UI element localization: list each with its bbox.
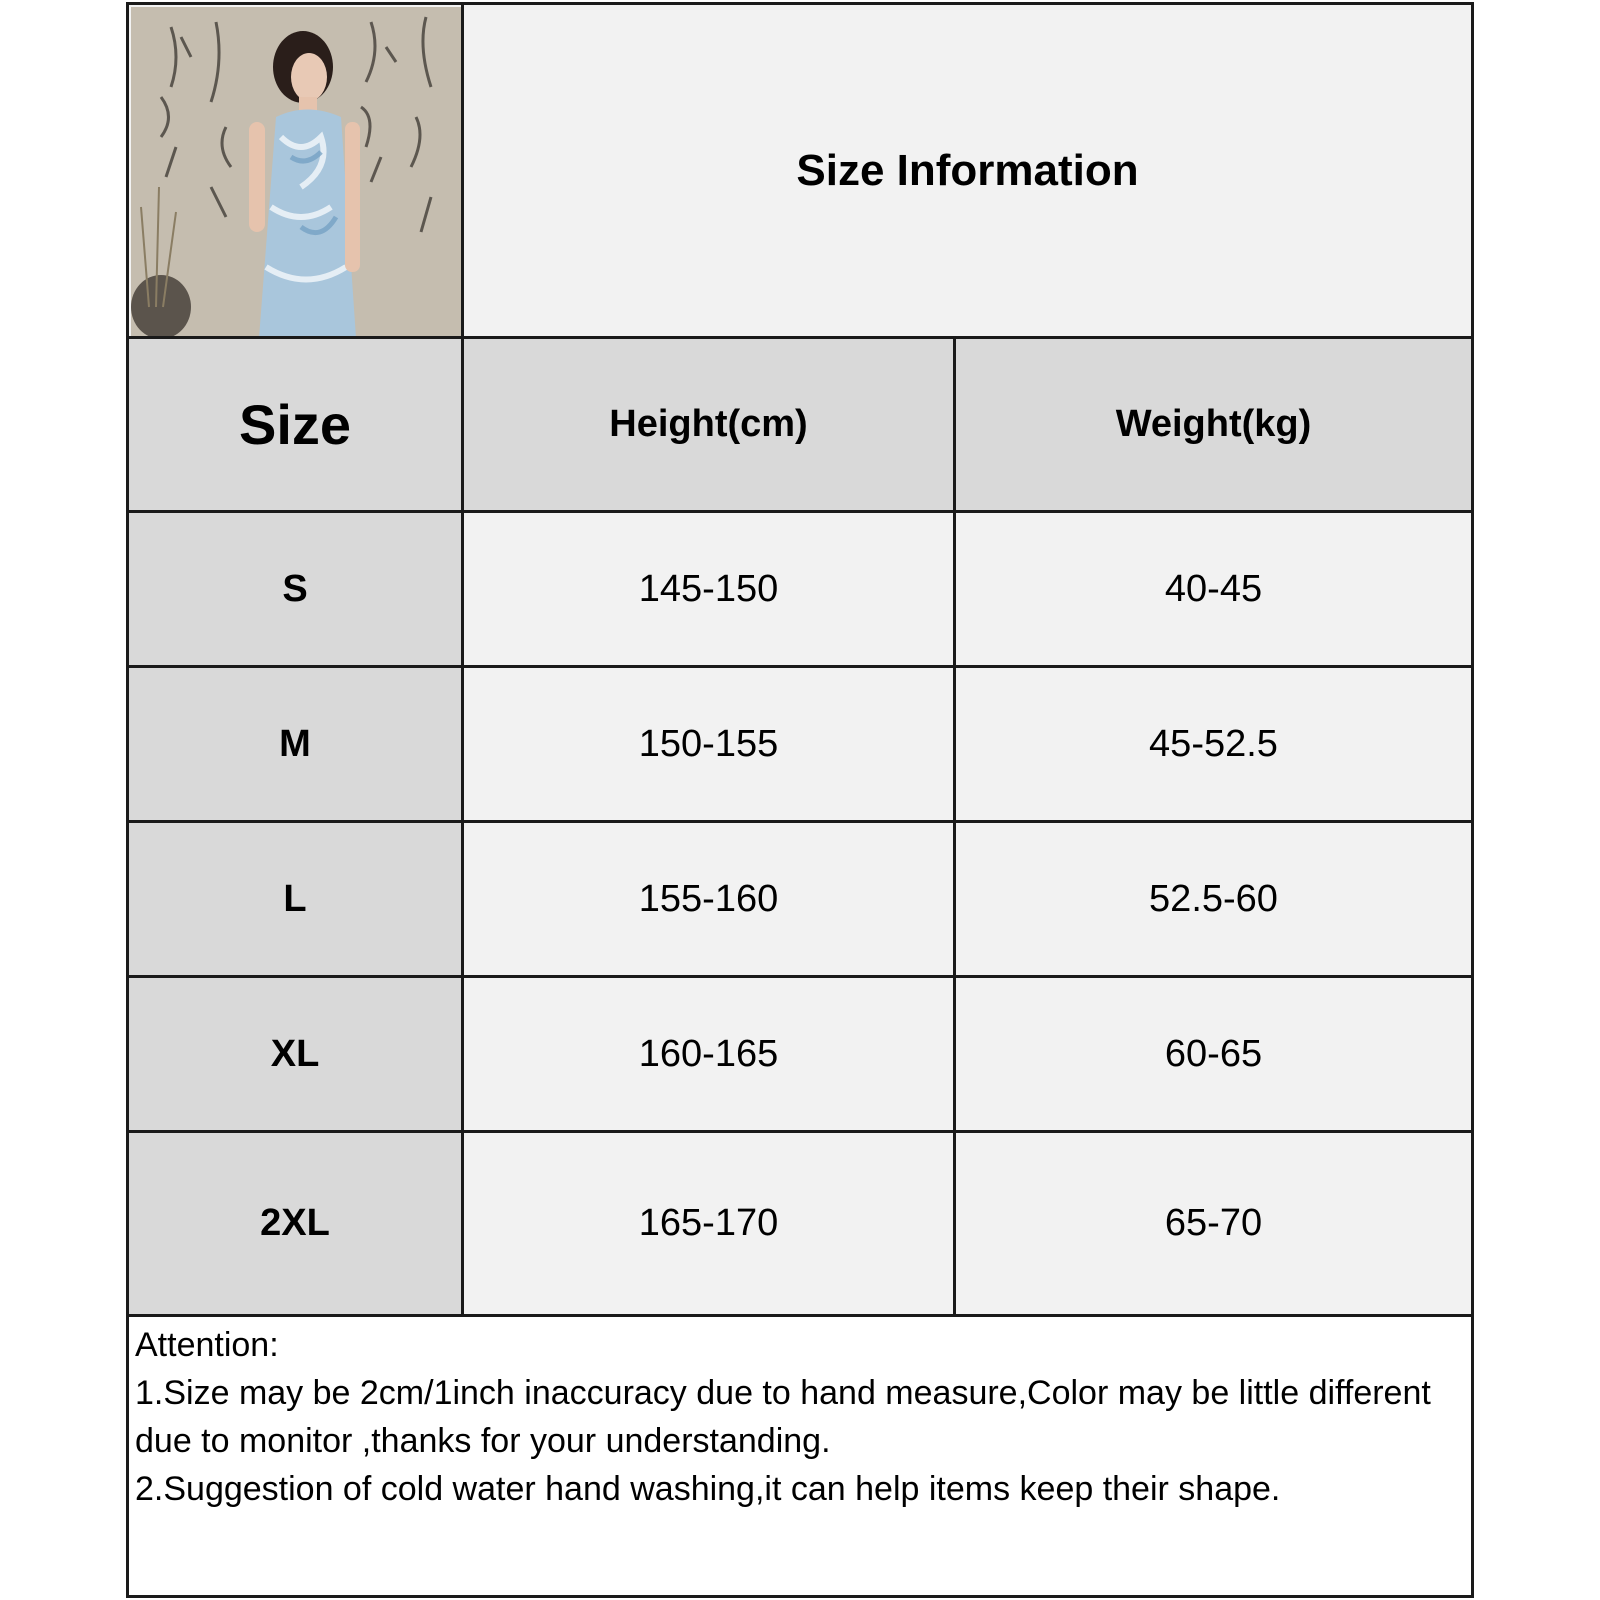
header-weight-cell <box>956 339 1471 510</box>
size-chart <box>126 2 1474 1598</box>
size-label: L <box>283 877 307 920</box>
attention-notes <box>129 1317 1471 1595</box>
weight-value: 52.5-60 <box>1149 877 1278 920</box>
weight-value: 45-52.5 <box>1149 722 1278 765</box>
notes-heading: Attention: <box>135 1326 279 1364</box>
notes-line-2: 2.Suggestion of cold water hand washing,it can help items keep their shape. <box>135 1470 1281 1508</box>
chart-title-cell <box>464 5 1471 336</box>
weight-value: 40-45 <box>1164 567 1263 610</box>
size-label: 2XL <box>260 1202 330 1244</box>
height-value: 150-155 <box>638 722 779 765</box>
size-label: M <box>279 722 311 765</box>
height-cell <box>464 978 953 1130</box>
height-cell <box>464 668 953 820</box>
weight-cell <box>956 978 1471 1130</box>
header-size-cell <box>129 339 461 510</box>
header-height: Height(cm) <box>609 403 808 445</box>
table-row-2xl-size-cell <box>129 1133 461 1314</box>
height-value: 155-160 <box>638 877 779 920</box>
header-size: Size <box>238 393 352 456</box>
weight-cell <box>956 668 1471 820</box>
height-value: 160-165 <box>638 1032 779 1075</box>
table-row-m-size-cell <box>129 668 461 820</box>
height-cell <box>464 823 953 975</box>
size-label: S <box>282 567 308 610</box>
weight-cell <box>956 823 1471 975</box>
weight-value: 65-70 <box>1164 1202 1263 1244</box>
height-value: 165-170 <box>638 1202 779 1244</box>
table-row-l-size-cell <box>129 823 461 975</box>
header-height-cell <box>464 339 953 510</box>
chart-title: Size Information <box>796 145 1139 195</box>
weight-cell <box>956 513 1471 665</box>
weight-cell <box>956 1133 1471 1314</box>
height-cell <box>464 1133 953 1314</box>
header-weight: Weight(kg) <box>1115 403 1312 445</box>
notes-line-1: 1.Size may be 2cm/1inch inaccuracy due to hand measure,Color may be little different due to monitor ,thanks for your understanding. <box>135 1374 1431 1460</box>
model-photo-icon <box>131 7 462 338</box>
height-value: 145-150 <box>638 567 779 610</box>
table-row-s-size-cell <box>129 513 461 665</box>
height-cell <box>464 513 953 665</box>
weight-value: 60-65 <box>1164 1032 1263 1075</box>
size-label: XL <box>270 1032 320 1075</box>
table-row-xl-size-cell <box>129 978 461 1130</box>
